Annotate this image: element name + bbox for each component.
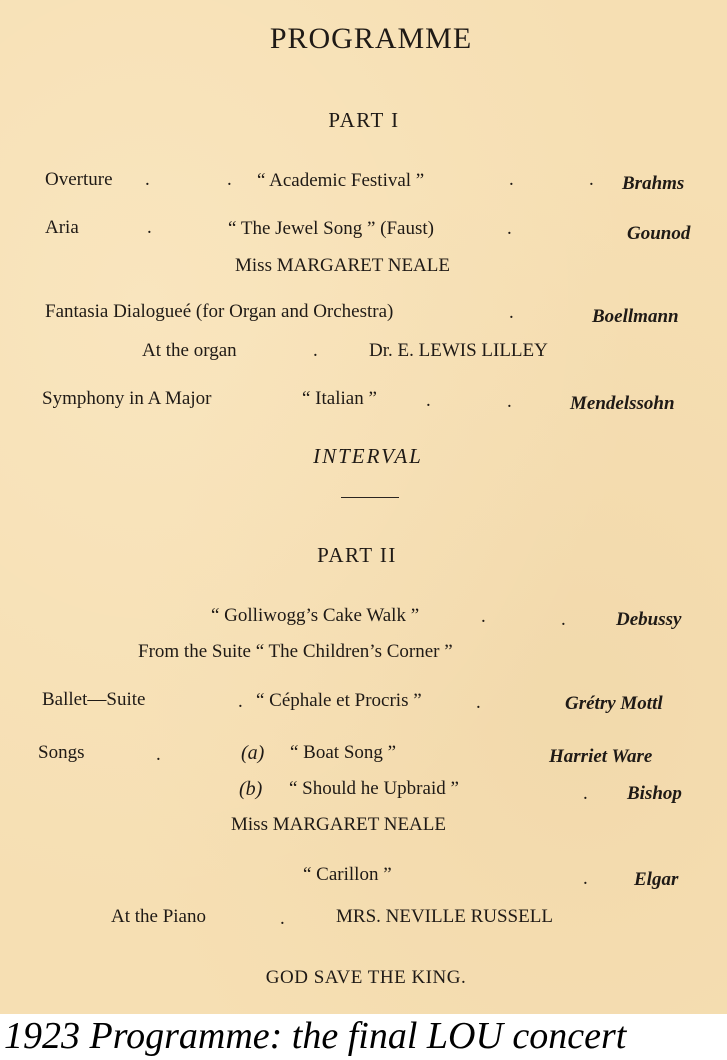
item-composer: Bishop [627,783,682,804]
item-composer: Brahms [622,173,685,194]
leader-dot: . [280,908,285,929]
item-work-title: “ Golliwogg’s Cake Walk ” [211,605,420,626]
leader-dot: . [156,744,161,765]
item-composer: Elgar [634,869,679,890]
item-performer: Miss MARGARET NEALE [235,255,450,276]
leader-dot: . [509,302,514,323]
leader-dot: . [583,868,588,889]
item-work-title: “ Carillon ” [303,864,392,885]
item-performer: Miss MARGARET NEALE [231,814,446,835]
leader-dot: . [561,609,566,630]
item-composer: Harriet Ware [549,746,653,767]
item-note: From the Suite “ The Children’s Corner ” [138,641,453,662]
leader-dot: . [589,169,594,190]
organist-name: Dr. E. LEWIS LILLEY [369,340,548,361]
leader-dot: . [145,169,150,190]
item-composer: Debussy [616,609,682,630]
song-title: “ Boat Song ” [290,742,397,763]
programme-title: PROGRAMME [269,22,473,55]
leader-dot: . [481,606,486,627]
item-form: Symphony in A Major [42,388,212,409]
section-divider [341,497,399,498]
item-work-title: “ Céphale et Procris ” [256,690,422,711]
image-caption: 1923 Programme: the final LOU concert [4,1015,627,1057]
organ-label: At the organ [142,340,237,361]
song-title: “ Should he Upbraid ” [289,778,459,799]
leader-dot: . [147,217,152,238]
item-work-title: “ The Jewel Song ” (Faust) [228,218,434,239]
item-composer: Grétry Mottl [565,693,663,714]
leader-dot: . [313,340,318,361]
leader-dot: . [583,783,588,804]
item-form: Fantasia Dialogueé (for Organ and Orchestra) [45,301,394,322]
item-form: Overture [45,169,113,190]
closing-anthem: GOD SAVE THE KING. [265,967,467,988]
leader-dot: . [238,691,243,712]
item-composer: Boellmann [592,306,679,327]
item-composer: Gounod [627,223,691,244]
piano-label: At the Piano [111,906,206,927]
leader-dot: . [507,218,512,239]
part-1-heading: PART I [328,108,400,132]
leader-dot: . [507,391,512,412]
item-form: Songs [38,742,85,763]
leader-dot: . [227,169,232,190]
leader-dot: . [426,390,431,411]
part-2-heading: PART II [317,543,397,567]
leader-dot: . [509,169,514,190]
item-work-title: “ Academic Festival ” [257,170,425,191]
song-letter: (b) [239,778,263,800]
item-form: Ballet—Suite [42,689,146,710]
item-form: Aria [45,217,79,238]
interval-heading: INTERVAL [313,444,423,468]
item-work-title: “ Italian ” [302,388,377,409]
item-composer: Mendelssohn [570,393,675,414]
song-letter: (a) [241,742,265,764]
pianist-name: MRS. NEVILLE RUSSELL [336,906,553,927]
leader-dot: . [476,692,481,713]
